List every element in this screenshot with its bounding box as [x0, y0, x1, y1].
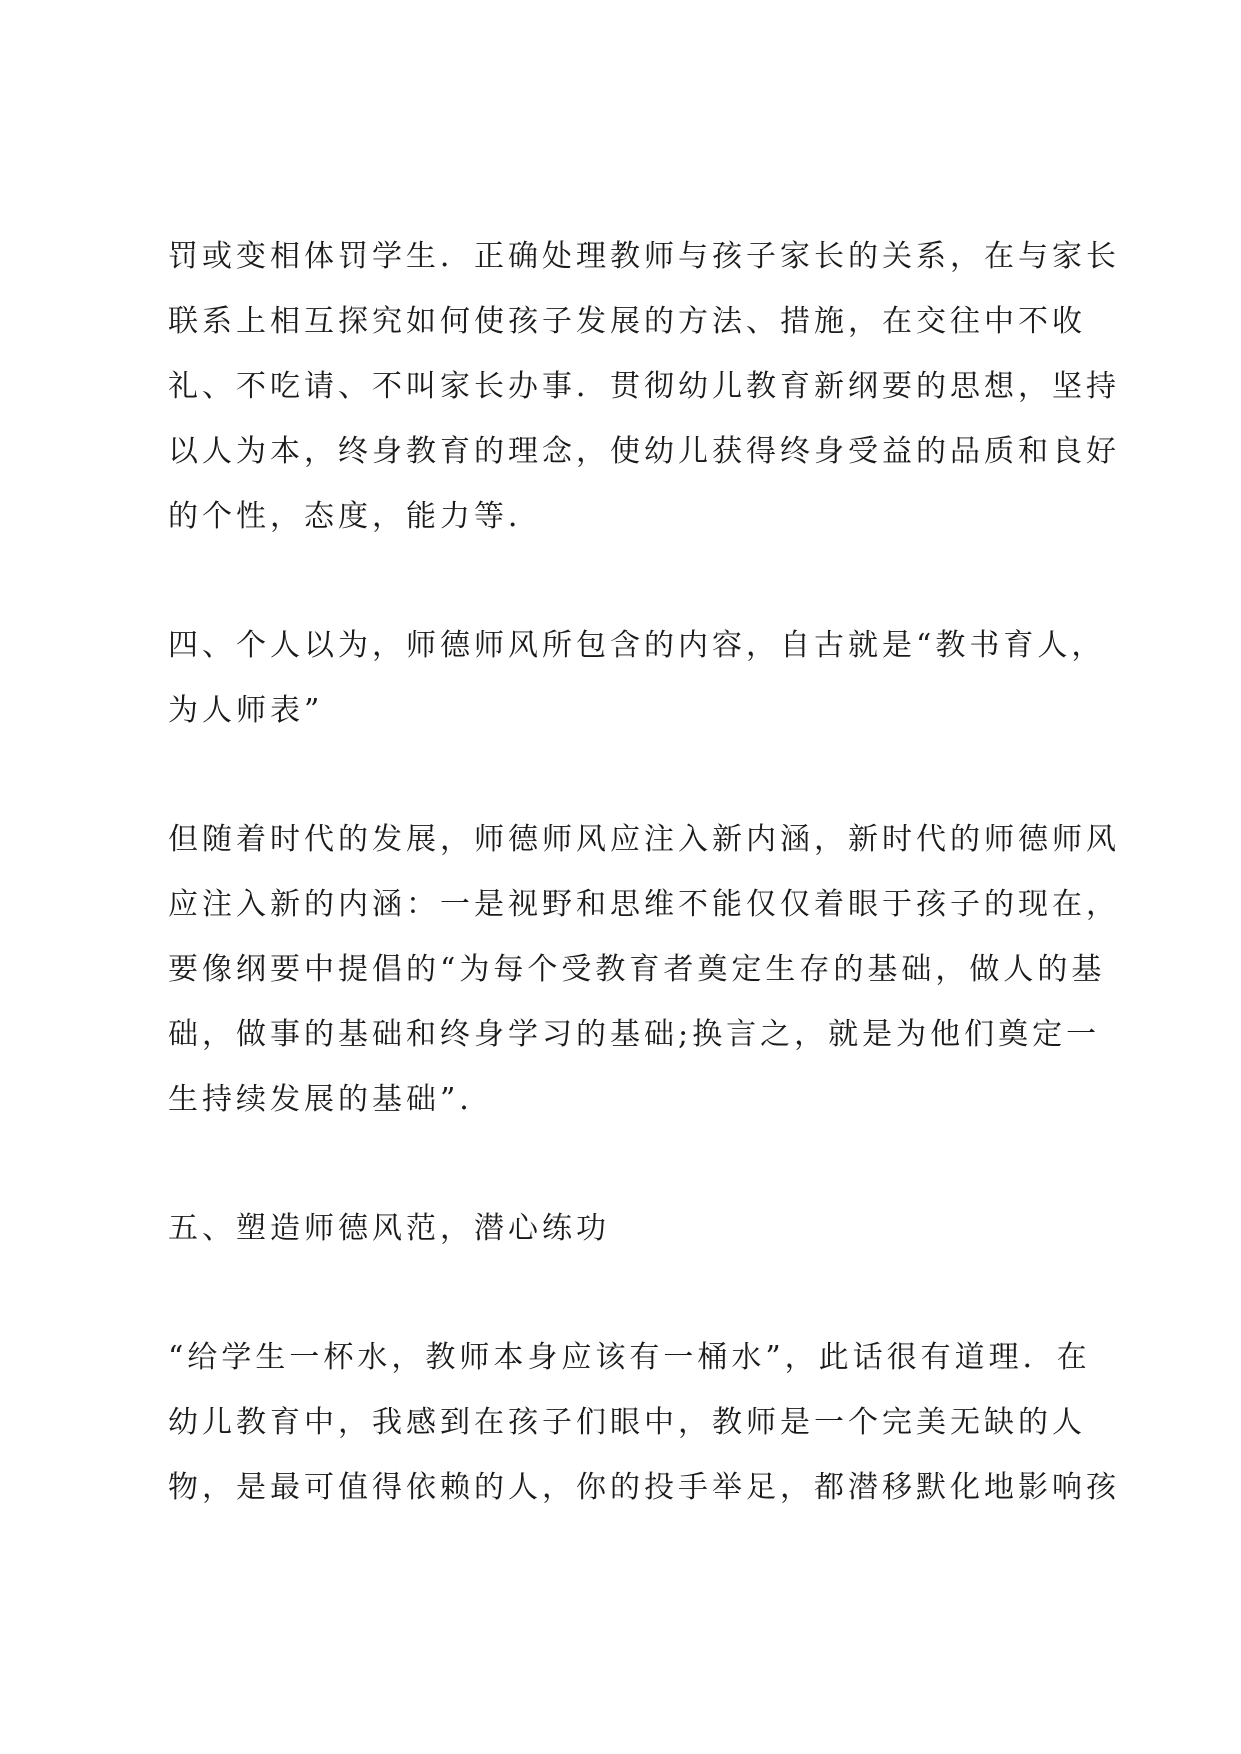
section-heading — [168, 613, 1106, 743]
document-body — [168, 224, 1120, 1520]
paragraph-spacer — [168, 743, 1093, 807]
text-line: 物，是最可值得依赖的人，你的投手举足，都潜移默化地影响孩 — [168, 1470, 1120, 1505]
text-line: 五、塑造师德风范，潜心练功 — [168, 1211, 610, 1246]
text-line: 四、个人以为，师德师风所包含的内容，自古就是“教书育人， — [168, 628, 1106, 663]
text-line: 生持续发展的基础”． — [168, 1082, 494, 1117]
text-line: 要像纲要中提倡的“为每个受教育者奠定生存的基础，做人的基 — [168, 952, 1106, 987]
paragraph-spacer — [168, 549, 1093, 613]
text-line: 应注入新的内涵：一是视野和思维不能仅仅着眼于孩子的现在， — [168, 887, 1120, 922]
paragraph — [168, 1325, 1120, 1520]
text-line: 但随着时代的发展，师德师风应注入新内涵，新时代的师德师风 — [168, 822, 1120, 857]
text-line: “给学生一杯水，教师本身应该有一桶水”，此话很有道理．在 — [168, 1340, 1091, 1375]
text-line: 为人师表” — [168, 693, 324, 728]
text-line: 的个性，态度，能力等． — [168, 499, 542, 534]
text-line: 幼儿教育中，我感到在孩子们眼中，教师是一个完美无缺的人 — [168, 1405, 1086, 1440]
text-line: 联系上相互探究如何使孩子发展的方法、措施，在交往中不收 — [168, 304, 1086, 339]
paragraph — [168, 224, 1120, 549]
paragraph — [168, 807, 1120, 1132]
text-line: 础，做事的基础和终身学习的基础;换言之，就是为他们奠定一 — [168, 1017, 1101, 1052]
text-line: 以人为本，终身教育的理念，使幼儿获得终身受益的品质和良好 — [168, 434, 1120, 469]
paragraph-spacer — [168, 1132, 1093, 1196]
section-heading — [168, 1196, 1093, 1261]
text-line: 礼、不吃请、不叫家长办事．贯彻幼儿教育新纲要的思想，坚持 — [168, 369, 1120, 404]
paragraph-spacer — [168, 1261, 1093, 1325]
text-line: 罚或变相体罚学生．正确处理教师与孩子家长的关系，在与家长 — [168, 239, 1120, 274]
